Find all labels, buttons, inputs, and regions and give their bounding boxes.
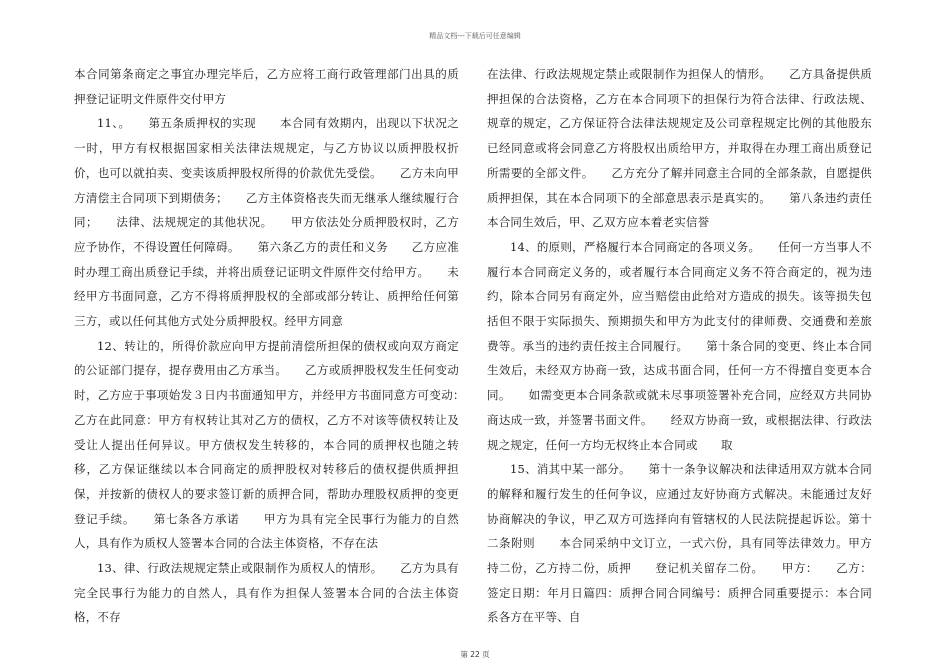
left-column	[74, 62, 483, 630]
paragraph: 14、的原则，严格履行本合同商定的各项义务。 任何一方当事人不履行本合同商定义务的，或者履行本合同商定义务不符合商定的，视为违约，除本合同另有商定外，应当赔偿由此给对方造成的损失。该等损失包括但不限于实际损失、预期损失和甲方为此支付的律师费、交通费和差旅费等。承当的违约责任按主合同履行。 第十条合同的变更、终止本合同生效后，未经双方协商一致，达成书面合同，任何一方不得擅自变更本合同。 如需变更本合同条款或就未尽事项签署补充合同，应经双方共同协商达成一致，并签署书面文件。 经双方协商一致，或根据法律、行政法规之规定，任何一方均无权终止本合同或 取	[487, 239, 872, 452]
paragraph: 11、。 第五条质押权的实现 本合同有效期内，出现以下状况之一时，甲方有权根据国家相关法律法规规定，与乙方协议以质押股权折价，也可以就拍卖、变卖该质押股权所得的价款优先受偿。 乙方未向甲方清偿主合同项下到期债务； 乙方主体资格丧失而无继承人继续履行合同； 法律、法规规定的其他状况。 甲方依法处分质押股权时，乙方应予协作，不得设置任何障碍。 第六条乙方的责任和义务 乙方应准时办理工商出质登记手续，并将出质登记证明文件原件交付给甲方。 未经甲方书面同意，乙方不得将质押股权的全部或部分转让、质押给任何第三方，或以任何其他方式处分质押股权。经甲方同意	[74, 116, 459, 329]
right-column	[487, 62, 896, 630]
paragraph: 15、消其中某一部分。 第十一条争议解决和法律适用双方就本合同的解释和履行发生的任何争议，应通过友好协商方式解决。未能通过友好 协商解决的争议，甲乙双方可选择向有管辖权的人民法院提起诉讼。第十二条附则 本合同采纳中文订立，一式六份，具有同等法律效力。甲方持二份，乙方持二份，质押 登记机关留存二份。 甲方： 乙方：签定日期：年月日篇四：质押合同合同编号：质押合同重要提示：本合同系各方在平等、自	[487, 462, 896, 625]
page-header: 精品文档---下载后可任意编辑	[429, 32, 521, 40]
paragraph: 12、转让的，所得价款应向甲方提前清偿所担保的债权或向双方商定的公证部门提存，提存费用由乙方承当。 乙方或质押股权发生任何变动时，乙方应于事项始发３日内书面通知甲方，并经甲方书面同意方可变动： 乙方在此同意：甲方有权转让其对乙方的债权，乙方不对该等债权转让及受让人提出任何异议。甲方债权发生转移的，本合同的质押权也随之转移，乙方保证继续以本合同商定的质押股权对转移后的债权提供质押担保，并按新的债权人的要求签订新的质押合同，帮助办理股权质押的变更登记手续。 第七条各方承诺 甲方为具有完全民事行为能力的自然人，具有作为质权人签署本合同的合法主体资格，不存在法	[74, 338, 483, 551]
paragraph: 本合同第条商定之事宜办理完毕后，乙方应将工商行政管理部门出具的质押登记证明文件原件交付甲方	[74, 67, 459, 106]
paragraph: 13、律、行政法规规定禁止或限制作为质权人的情形。 乙方为具有完全民事行为能力的自然人，具有作为担保人签署本合同的合法主体资格，不存	[74, 561, 459, 625]
page-number: 第 22 页	[460, 650, 490, 659]
paragraph: 在法律、行政法规规定禁止或限制作为担保人的情形。 乙方具备提供质押担保的合法资格，乙方在本合同项下的担保行为符合法律、行政法规、规章的规定，乙方保证符合法律法规规定及公司章程规定比例的其他股东已经同意或将会同意乙方将股权出质给甲方，并取得在办理工商出质登记所需要的全部文件。 乙方充分了解并同意主合同的全部条款，自愿提供质押担保，其在本合同项下的全部意思表示是真实的。 第八条违约责任 本合同生效后，甲、乙双方应本着老实信誉	[487, 67, 896, 230]
